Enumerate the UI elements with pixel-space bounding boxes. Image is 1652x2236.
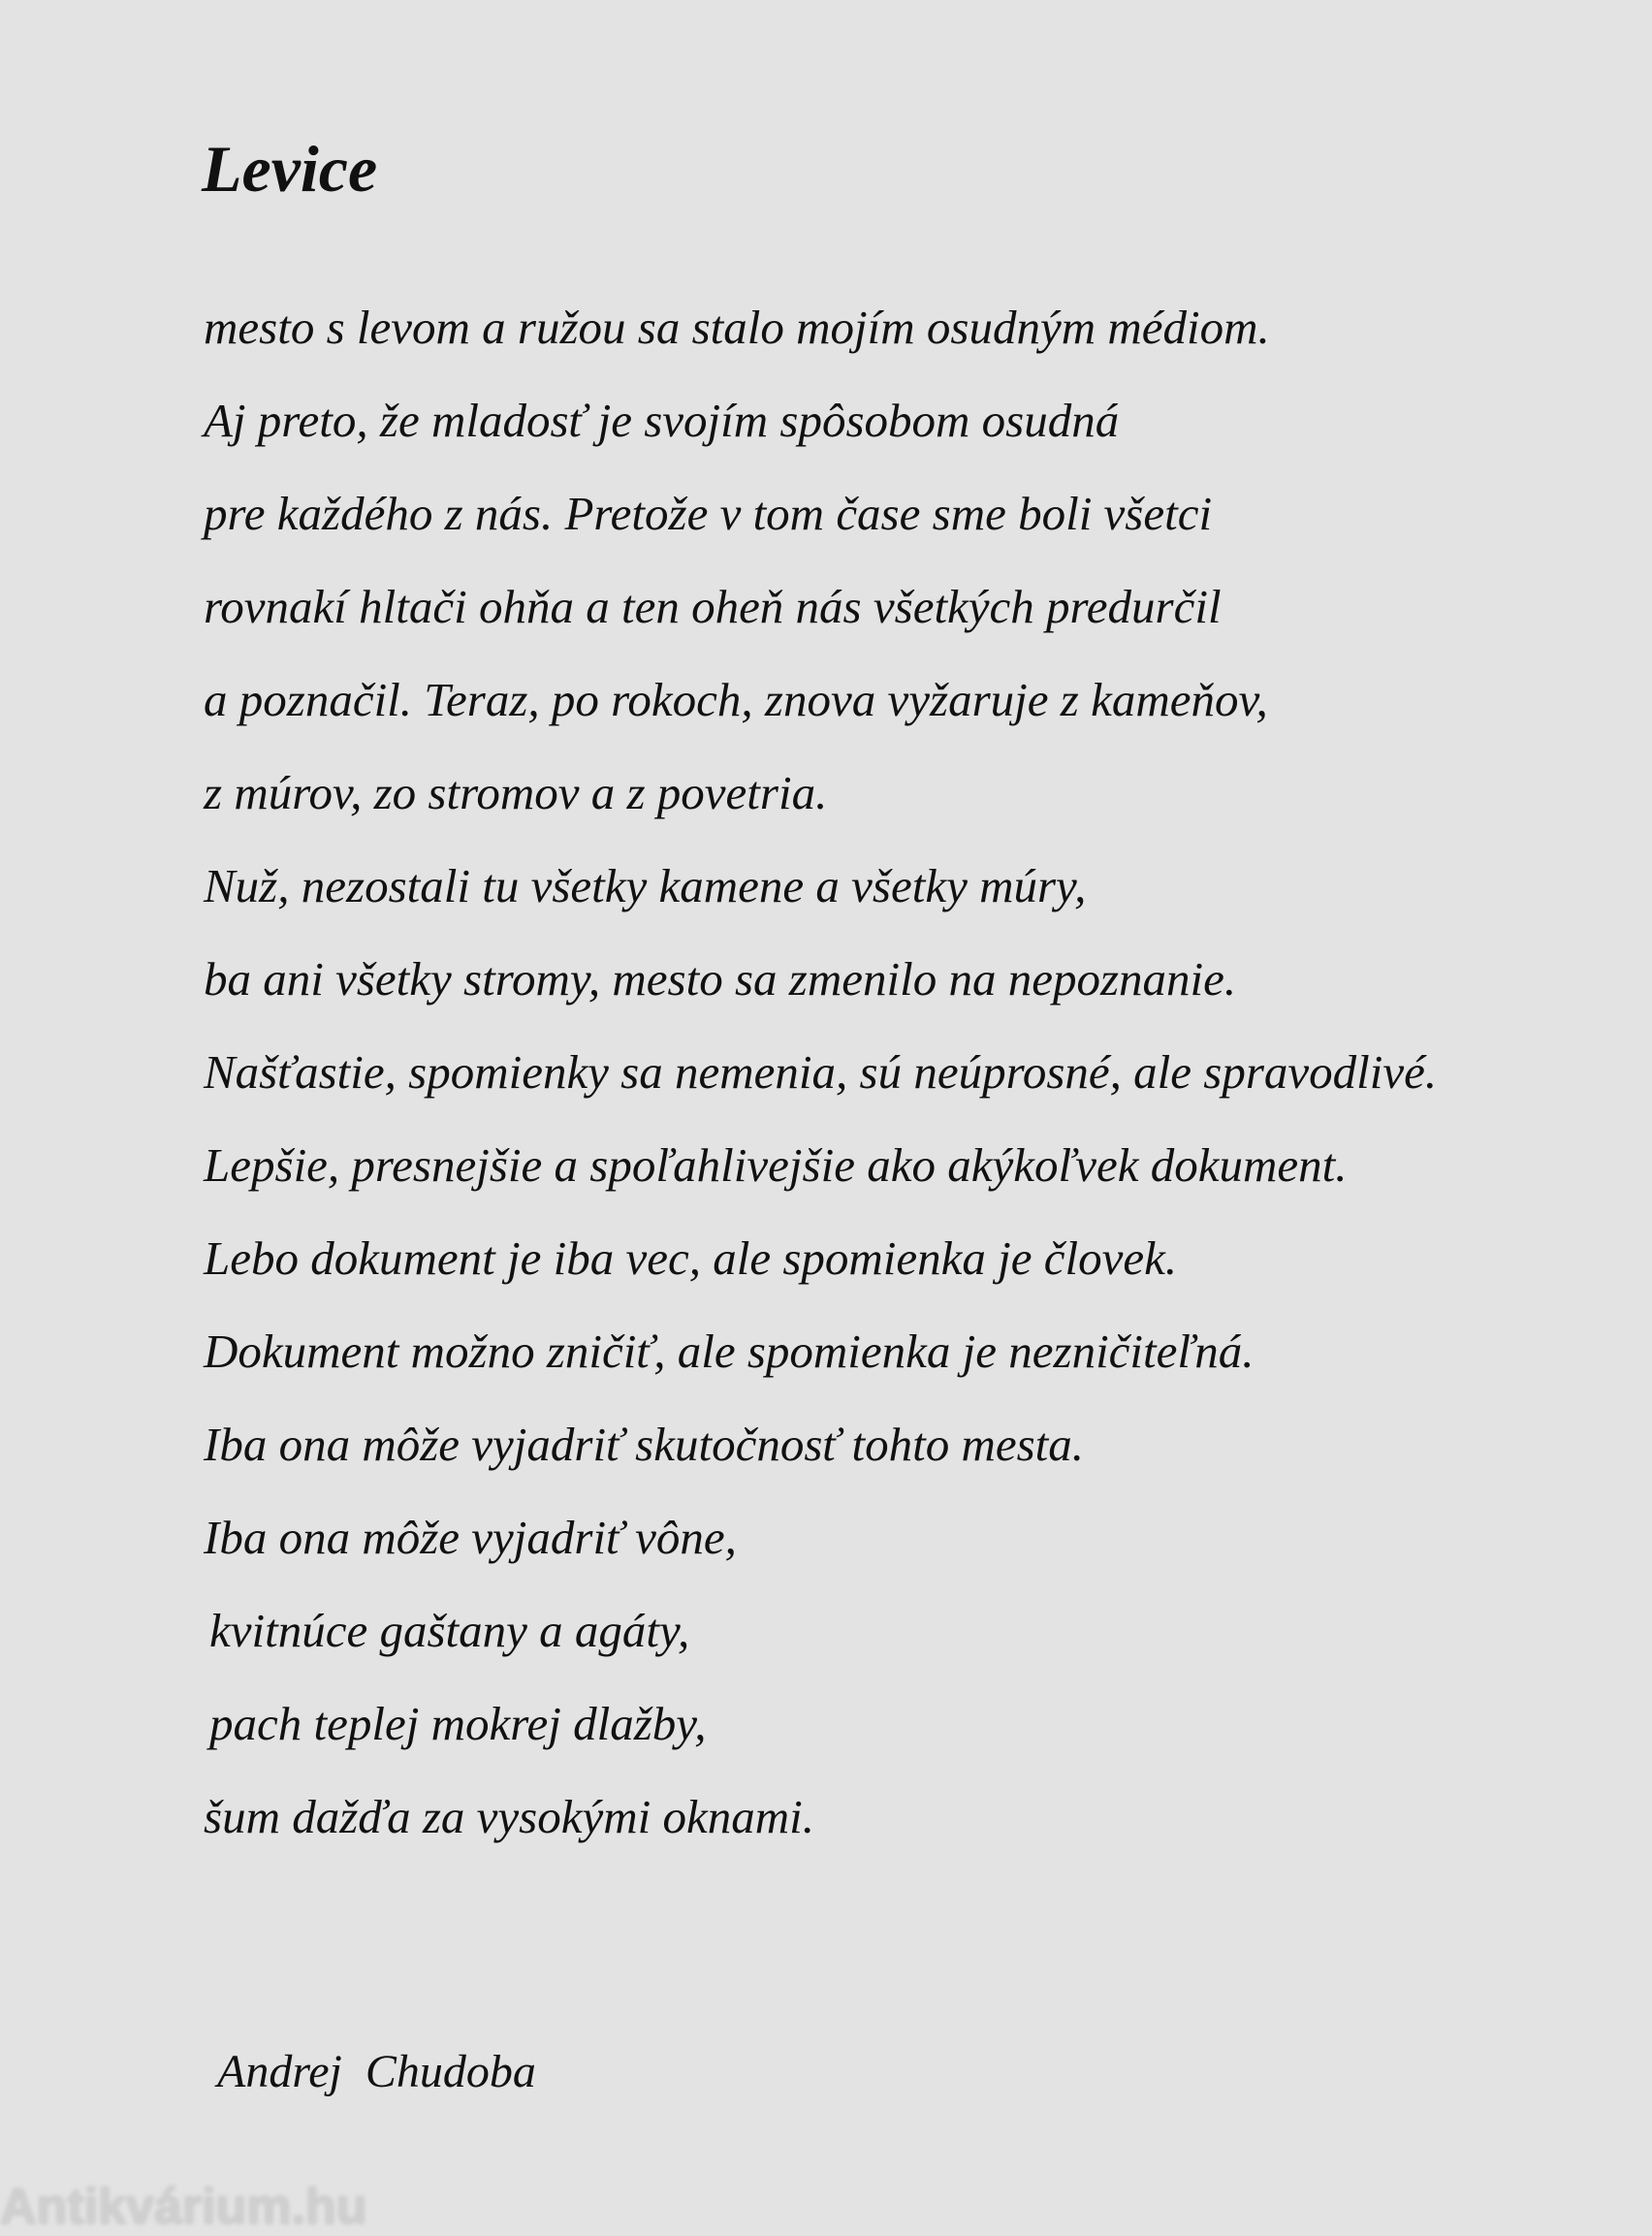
- author-name: Andrej Chudoba: [217, 2046, 536, 2097]
- poem-line: Lebo dokument je iba vec, ale spomienka je človek.: [204, 1231, 1178, 1285]
- poem-line: Iba ona môže vyjadriť vône,: [204, 1511, 737, 1564]
- poem-line: šum dažďa za vysokými oknami.: [204, 1790, 814, 1843]
- poem-line: rovnakí hltači ohňa a ten oheň nás všetkých predurčil: [204, 580, 1222, 633]
- poem-line: Našťastie, spomienky sa nemenia, sú neúprosné, ale spravodlivé.: [204, 1045, 1438, 1099]
- poem-line: kvitnúce gaštany a agáty,: [209, 1604, 690, 1657]
- watermark: Antikvárium.hu: [0, 2179, 367, 2235]
- poem-line: Nuž, nezostali tu všetky kamene a všetky múry,: [204, 859, 1087, 912]
- poem-line: a poznačil. Teraz, po rokoch, znova vyžaruje z kameňov,: [204, 673, 1268, 726]
- poem-line: ba ani všetky stromy, mesto sa zmenilo na nepoznanie.: [204, 952, 1237, 1006]
- poem-body: [204, 281, 1437, 1864]
- poem-line: z múrov, zo stromov a z povetria.: [204, 766, 828, 819]
- poem-line: Lepšie, presnejšie a spoľahlivejšie ako akýkoľvek dokument.: [204, 1138, 1348, 1192]
- poem-line: pach teplej mokrej dlažby,: [209, 1697, 707, 1750]
- poem-line: Iba ona môže vyjadriť skutočnosť tohto mesta.: [204, 1418, 1085, 1471]
- poem-title: Levice: [202, 132, 378, 206]
- poem-line: pre každého z nás. Pretože v tom čase sme boli všetci: [204, 487, 1213, 540]
- poem-line: mesto s levom a ružou sa stalo mojím osudným médiom.: [204, 301, 1270, 354]
- poem-line: Aj preto, že mladosť je svojím spôsobom osudná: [204, 394, 1120, 447]
- poem-line: Dokument možno zničiť, ale spomienka je nezničiteľná.: [204, 1325, 1255, 1378]
